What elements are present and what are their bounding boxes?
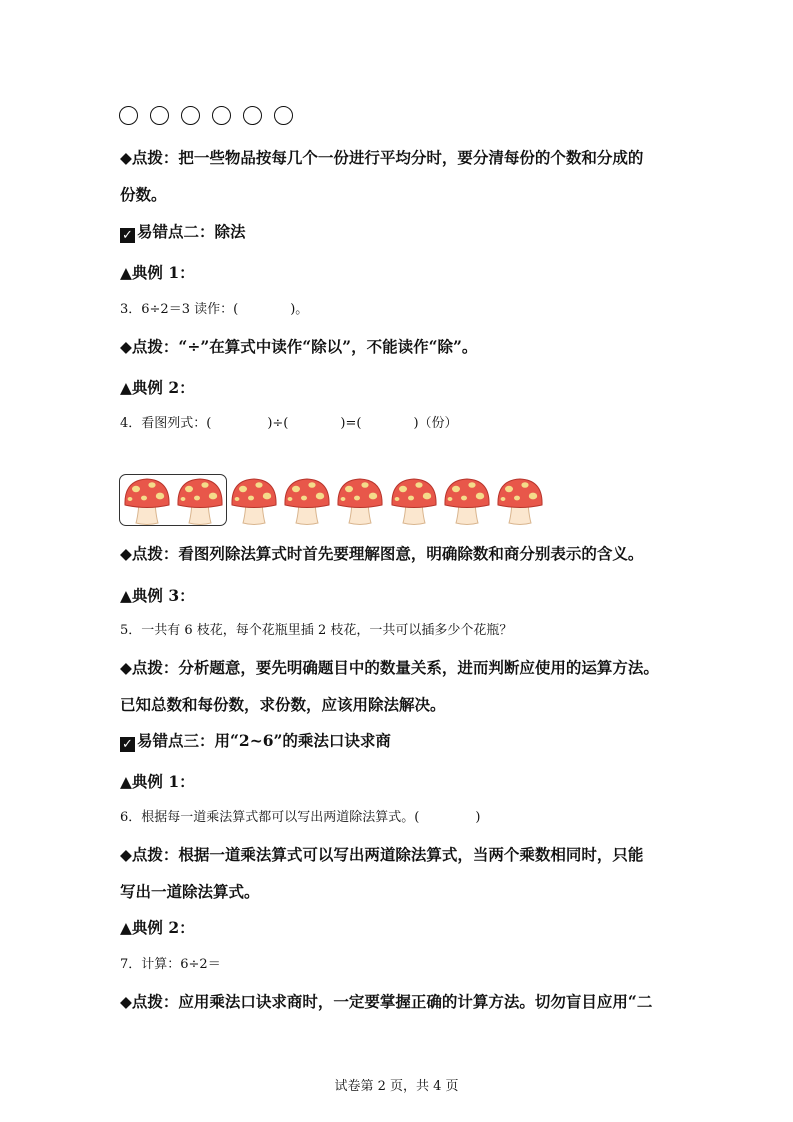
question-4-d: )（份） [413,416,458,431]
question-3 [120,303,308,316]
mushroom-icon [282,476,332,526]
question-4-c: )=( [340,416,362,431]
mushroom-icon [335,476,385,526]
mushroom-icon [175,476,225,526]
tip-paragraph-2: ◆点拨：“÷”在算式中读作“除以”，不能读作“除”。 [120,337,478,356]
question-4 [120,417,458,430]
answer-circle [150,106,169,125]
example-label-2: ▲典例 2： [120,378,195,397]
mushroom-icon [442,476,492,526]
example-label-4: ▲典例 1： [120,772,195,791]
question-3-text: 3．6÷2＝3 读作：( [120,302,239,317]
example-label-1: ▲典例 1： [120,263,195,282]
question-6 [120,811,480,824]
tip-paragraph-4-cont: 已知总数和每份数，求份数，应该用除法解决。 [120,695,446,714]
answer-circle [274,106,293,125]
section-heading-3 [120,733,391,752]
answer-circle [212,106,231,125]
tip-paragraph-5: ◆点拨：根据一道乘法算式可以写出两道除法算式，当两个乘数相同时，只能 [120,845,644,864]
tip-paragraph-3: ◆点拨：看图列除法算式时首先要理解图意，明确除数和商分别表示的含义。 [120,544,644,563]
question-4-a: 4．看图列式：( [120,416,212,431]
section-heading-2 [120,224,246,243]
tip-paragraph-1: ◆点拨：把一些物品按每几个一份进行平均分时，要分清每份的个数和分成的 [120,148,644,167]
mushroom-icon [495,476,545,526]
question-7: 7．计算：6÷2＝ [120,957,221,972]
example-label-5: ▲典例 2： [120,918,195,937]
section-heading-3-label: 易错点三：用“2~6”的乘法口诀求商 [137,731,391,750]
checkbox-icon: ✓ [120,737,135,752]
answer-circle [243,106,262,125]
tip-paragraph-6: ◆点拨：应用乘法口诀求商时，一定要掌握正确的计算方法。切勿盲目应用“二 [120,992,653,1011]
mushroom-icon [122,476,172,526]
tip-paragraph-1-cont: 份数。 [120,185,167,204]
question-6-text: 6．根据每一道乘法算式都可以写出两道除法算式。( [120,810,420,825]
question-4-b: )÷( [267,416,289,431]
question-3-end: )。 [290,302,309,317]
mushroom-icon [389,476,439,526]
question-6-end: ) [475,810,481,825]
tip-paragraph-4: ◆点拨：分析题意，要先明确题目中的数量关系，进而判断应使用的运算方法。 [120,658,659,677]
mushroom-icon [229,476,279,526]
answer-circles-row [119,106,293,125]
checkbox-icon: ✓ [120,228,135,243]
mushroom-figure [119,474,549,526]
example-label-3: ▲典例 3： [120,586,195,605]
section-heading-2-label: 易错点二：除法 [137,222,246,241]
answer-circle [119,106,138,125]
page-footer: 试卷第 2 页，共 4 页 [334,1079,459,1094]
answer-circle [181,106,200,125]
question-5: 5．一共有 6 枝花，每个花瓶里插 2 枝花，一共可以插多少个花瓶？ [120,623,513,638]
tip-paragraph-5-cont: 写出一道除法算式。 [120,882,260,901]
